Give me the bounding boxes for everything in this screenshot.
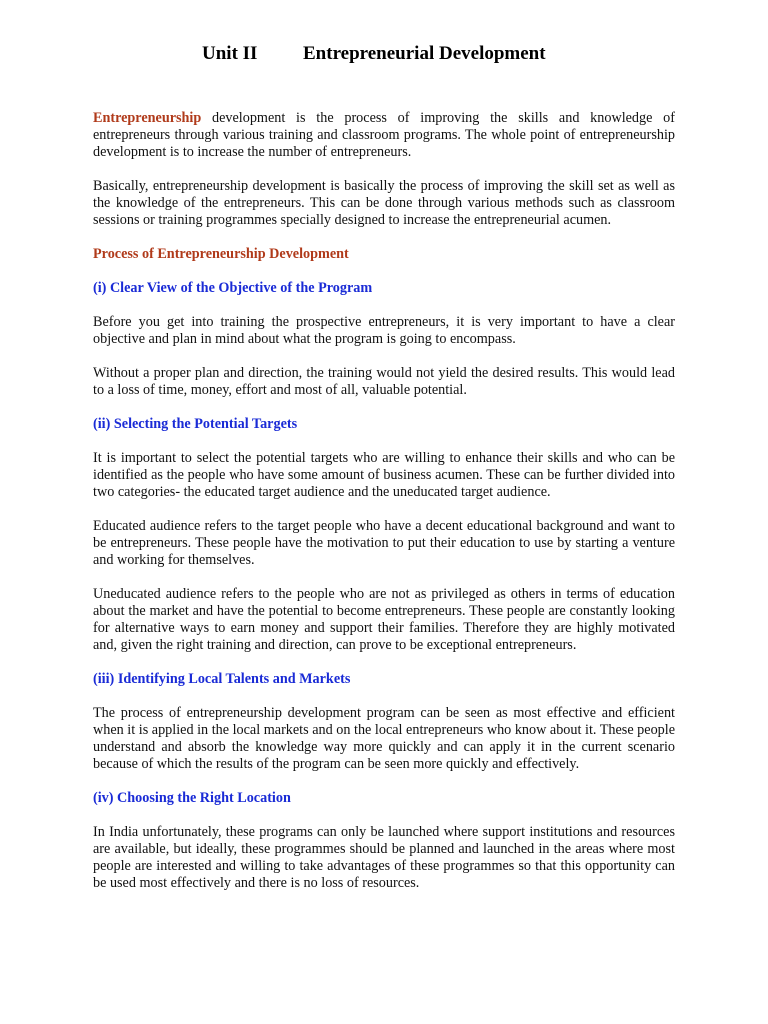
intro-lead-word: Entrepreneurship: [93, 110, 202, 126]
targets-paragraph-3: Uneducated audience refers to the people who are not as privileged as others in terms of education about the market and have the potential to become entrepreneurs. These people are constantly looking for alternative ways to earn money and support their families. Therefore they are highly motivated and, given the right training and direction, can prove to be exceptional entrepreneurs.: [93, 586, 675, 653]
unit-label: Unit II: [202, 43, 258, 64]
local-talents-paragraph-1: The process of entrepreneurship development program can be seen as most effective and efficient when it is applied in the local markets and on the local entrepreneurs who know about it. These people understand and absorb the knowledge way more quickly and can apply it in the current scenario because of which the results of the program can be seen more quickly and effectively.: [93, 705, 675, 772]
section-heading-process: Process of Entrepreneurship Development: [93, 246, 349, 262]
targets-paragraph-1: It is important to select the potential targets who are willing to enhance their skills and who can be identified as the people who have some amount of business acumen. These can be further divided into two categories- the educated target audience and the uneducated target audience.: [93, 450, 675, 500]
targets-paragraph-2: Educated audience refers to the target people who have a decent educational background and want to be entrepreneurs. These people have the motivation to put their education to use by starting a venture and working for themselves.: [93, 518, 675, 568]
page-title: [202, 43, 546, 65]
clear-view-paragraph-1: Before you get into training the prospective entrepreneurs, it is very important to have a clear objective and plan in mind about what the program is going to encompass.: [93, 314, 675, 347]
clear-view-paragraph-2: Without a proper plan and direction, the training would not yield the desired results. This would lead to a loss of time, money, effort and most of all, valuable potential.: [93, 365, 675, 398]
intro-paragraph: [93, 110, 675, 161]
subheading-right-location: (iv) Choosing the Right Location: [93, 790, 291, 806]
subheading-potential-targets: (ii) Selecting the Potential Targets: [93, 416, 298, 432]
location-paragraph-1: In India unfortunately, these programs can only be launched where support institutions and resources are available, but ideally, these programmes should be planned and launched in the areas where most people are interested and willing to take advantages of these programmes so that this opportunity can be used most effectively and there is no loss of resources.: [93, 824, 675, 891]
paragraph-2: Basically, entrepreneurship development is basically the process of improving the skill set as well as the knowledge of the entrepreneurs. This can be done through various methods such as classroom sessions or training programmes specially designed to increase the entrepreneurial acumen.: [93, 178, 675, 228]
subheading-clear-view: (i) Clear View of the Objective of the Program: [93, 280, 373, 296]
title-text: Entrepreneurial Development: [303, 43, 546, 64]
document-body: [93, 110, 675, 909]
intro-text: development is the process of improving the skills and knowledge of entrepreneurs through various training and classroom programs. The whole point of entrepreneurship development is to increase the number of entrepreneurs.: [93, 110, 675, 160]
subheading-local-talents: (iii) Identifying Local Talents and Markets: [93, 671, 351, 687]
